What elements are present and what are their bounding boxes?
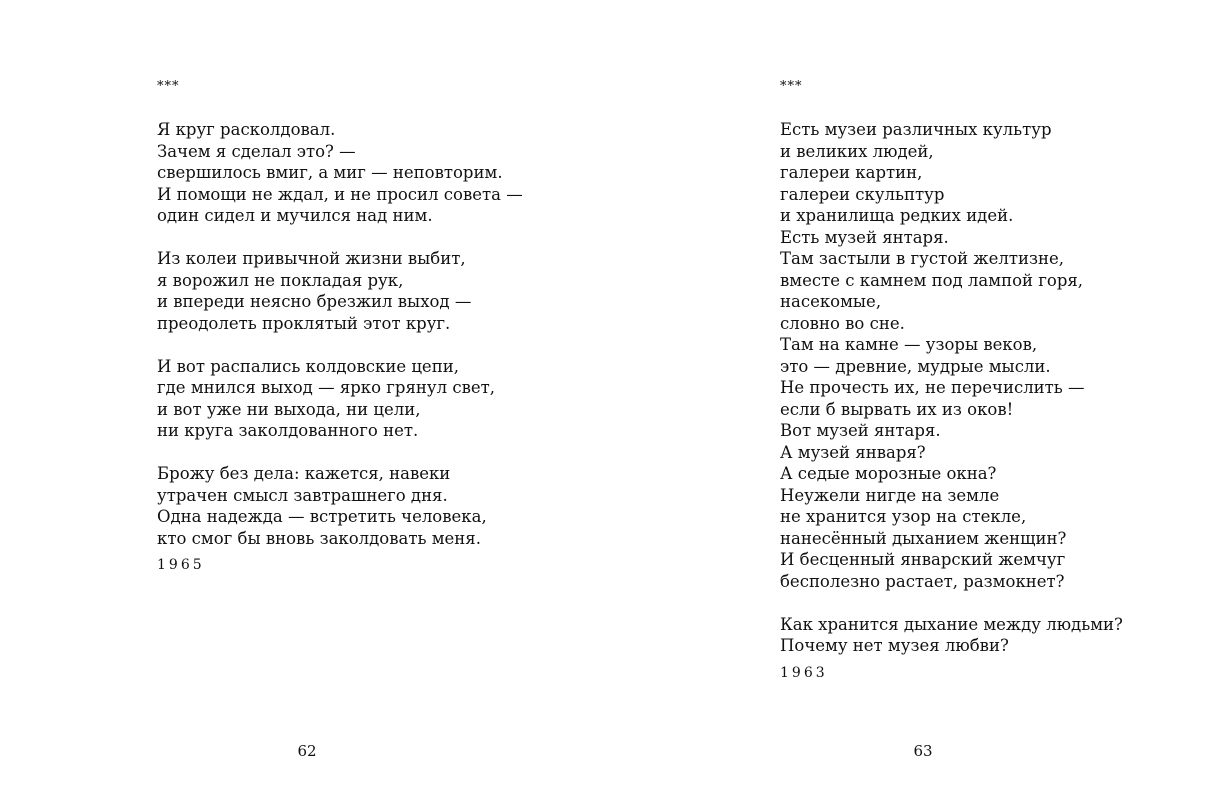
poem-right <box>780 76 1123 684</box>
poem-line: один сидел и мучился над ним. <box>157 206 433 225</box>
poem-line: Неужели нигде на земле <box>780 485 1000 505</box>
poem-line: где мнился выход — ярко грянул свет, <box>157 378 496 397</box>
poem-line: я ворожил не покладая рук, <box>157 270 404 290</box>
right-page <box>615 0 1230 800</box>
section-asterisks: *** <box>780 79 803 94</box>
poem-line: свершилось вмиг, а миг — неповторим. <box>157 163 503 182</box>
poem-line: если б вырвать их из оков! <box>780 399 1014 419</box>
poem-line: Одна надежда — встретить человека, <box>157 507 487 526</box>
section-asterisks: *** <box>157 79 180 94</box>
stanza <box>157 248 523 334</box>
stanzas <box>157 119 523 549</box>
poem-line: Как хранится дыхание между людьми? <box>780 614 1123 634</box>
poem-line: галереи скульптур <box>780 184 945 204</box>
poem-line: Есть музей янтаря. <box>780 227 949 247</box>
poem-line: утрачен смысл завтрашнего дня. <box>157 485 448 505</box>
poem-line: и вот уже ни выхода, ни цели, <box>157 399 421 419</box>
poem-line: Почему нет музея любви? <box>780 636 1009 655</box>
poem-line: насекомые, <box>780 292 882 311</box>
stanza <box>157 119 523 227</box>
poem-line: вместе с камнем под лампой горя, <box>780 270 1084 290</box>
poem-line: Зачем я сделал это? — <box>157 141 356 161</box>
poem-line: и великих людей, <box>780 141 934 161</box>
page-number: 62 <box>297 742 317 760</box>
poem-year: 1963 <box>780 664 828 681</box>
stanza <box>780 119 1123 592</box>
poem-line: Не прочесть их, не перечислить — <box>780 378 1085 397</box>
poem-line: это — древние, мудрые мысли. <box>780 356 1051 376</box>
poem-line: Есть музеи различных культур <box>780 120 1052 139</box>
poem-line: Там застыли в густой желтизне, <box>780 249 1064 268</box>
poem-left <box>157 76 523 577</box>
poem-line: не хранится узор на стекле, <box>780 507 1027 526</box>
poem-line: нанесённый дыханием женщин? <box>780 528 1067 548</box>
poem-line: бесполезно растает, размокнет? <box>780 571 1065 591</box>
poem-line: И бесценный январский жемчуг <box>780 550 1066 569</box>
poem-line: Брожу без дела: кажется, навеки <box>157 464 451 483</box>
poem-line: и хранилища редких идей. <box>780 206 1014 225</box>
poem-line: А музей января? <box>780 442 926 462</box>
poem-line: Я круг расколдовал. <box>157 120 336 139</box>
stanza <box>157 356 523 442</box>
poem-line: и впереди неясно брезжил выход — <box>157 292 472 311</box>
stanzas <box>780 119 1123 657</box>
poem-line: И вот распались колдовские цепи, <box>157 356 459 376</box>
page-number: 63 <box>913 742 933 760</box>
poem-year: 1965 <box>157 557 205 573</box>
poem-line: Там на камне — узоры веков, <box>780 335 1038 354</box>
poem-line: словно во сне. <box>780 313 905 333</box>
poem-line: ни круга заколдованного нет. <box>157 421 419 440</box>
poem-line: преодолеть проклятый этот круг. <box>157 313 451 333</box>
poem-line: И помощи не ждал, и не просил совета — <box>157 184 523 204</box>
poem-line: А седые морозные окна? <box>780 464 997 483</box>
poem-line: галереи картин, <box>780 163 923 182</box>
poem-line: кто смог бы вновь заколдовать меня. <box>157 528 481 548</box>
stanza <box>157 463 523 549</box>
poem-line: Вот музей янтаря. <box>780 421 941 440</box>
poem-line: Из колеи привычной жизни выбит, <box>157 249 466 268</box>
stanza <box>780 614 1123 657</box>
